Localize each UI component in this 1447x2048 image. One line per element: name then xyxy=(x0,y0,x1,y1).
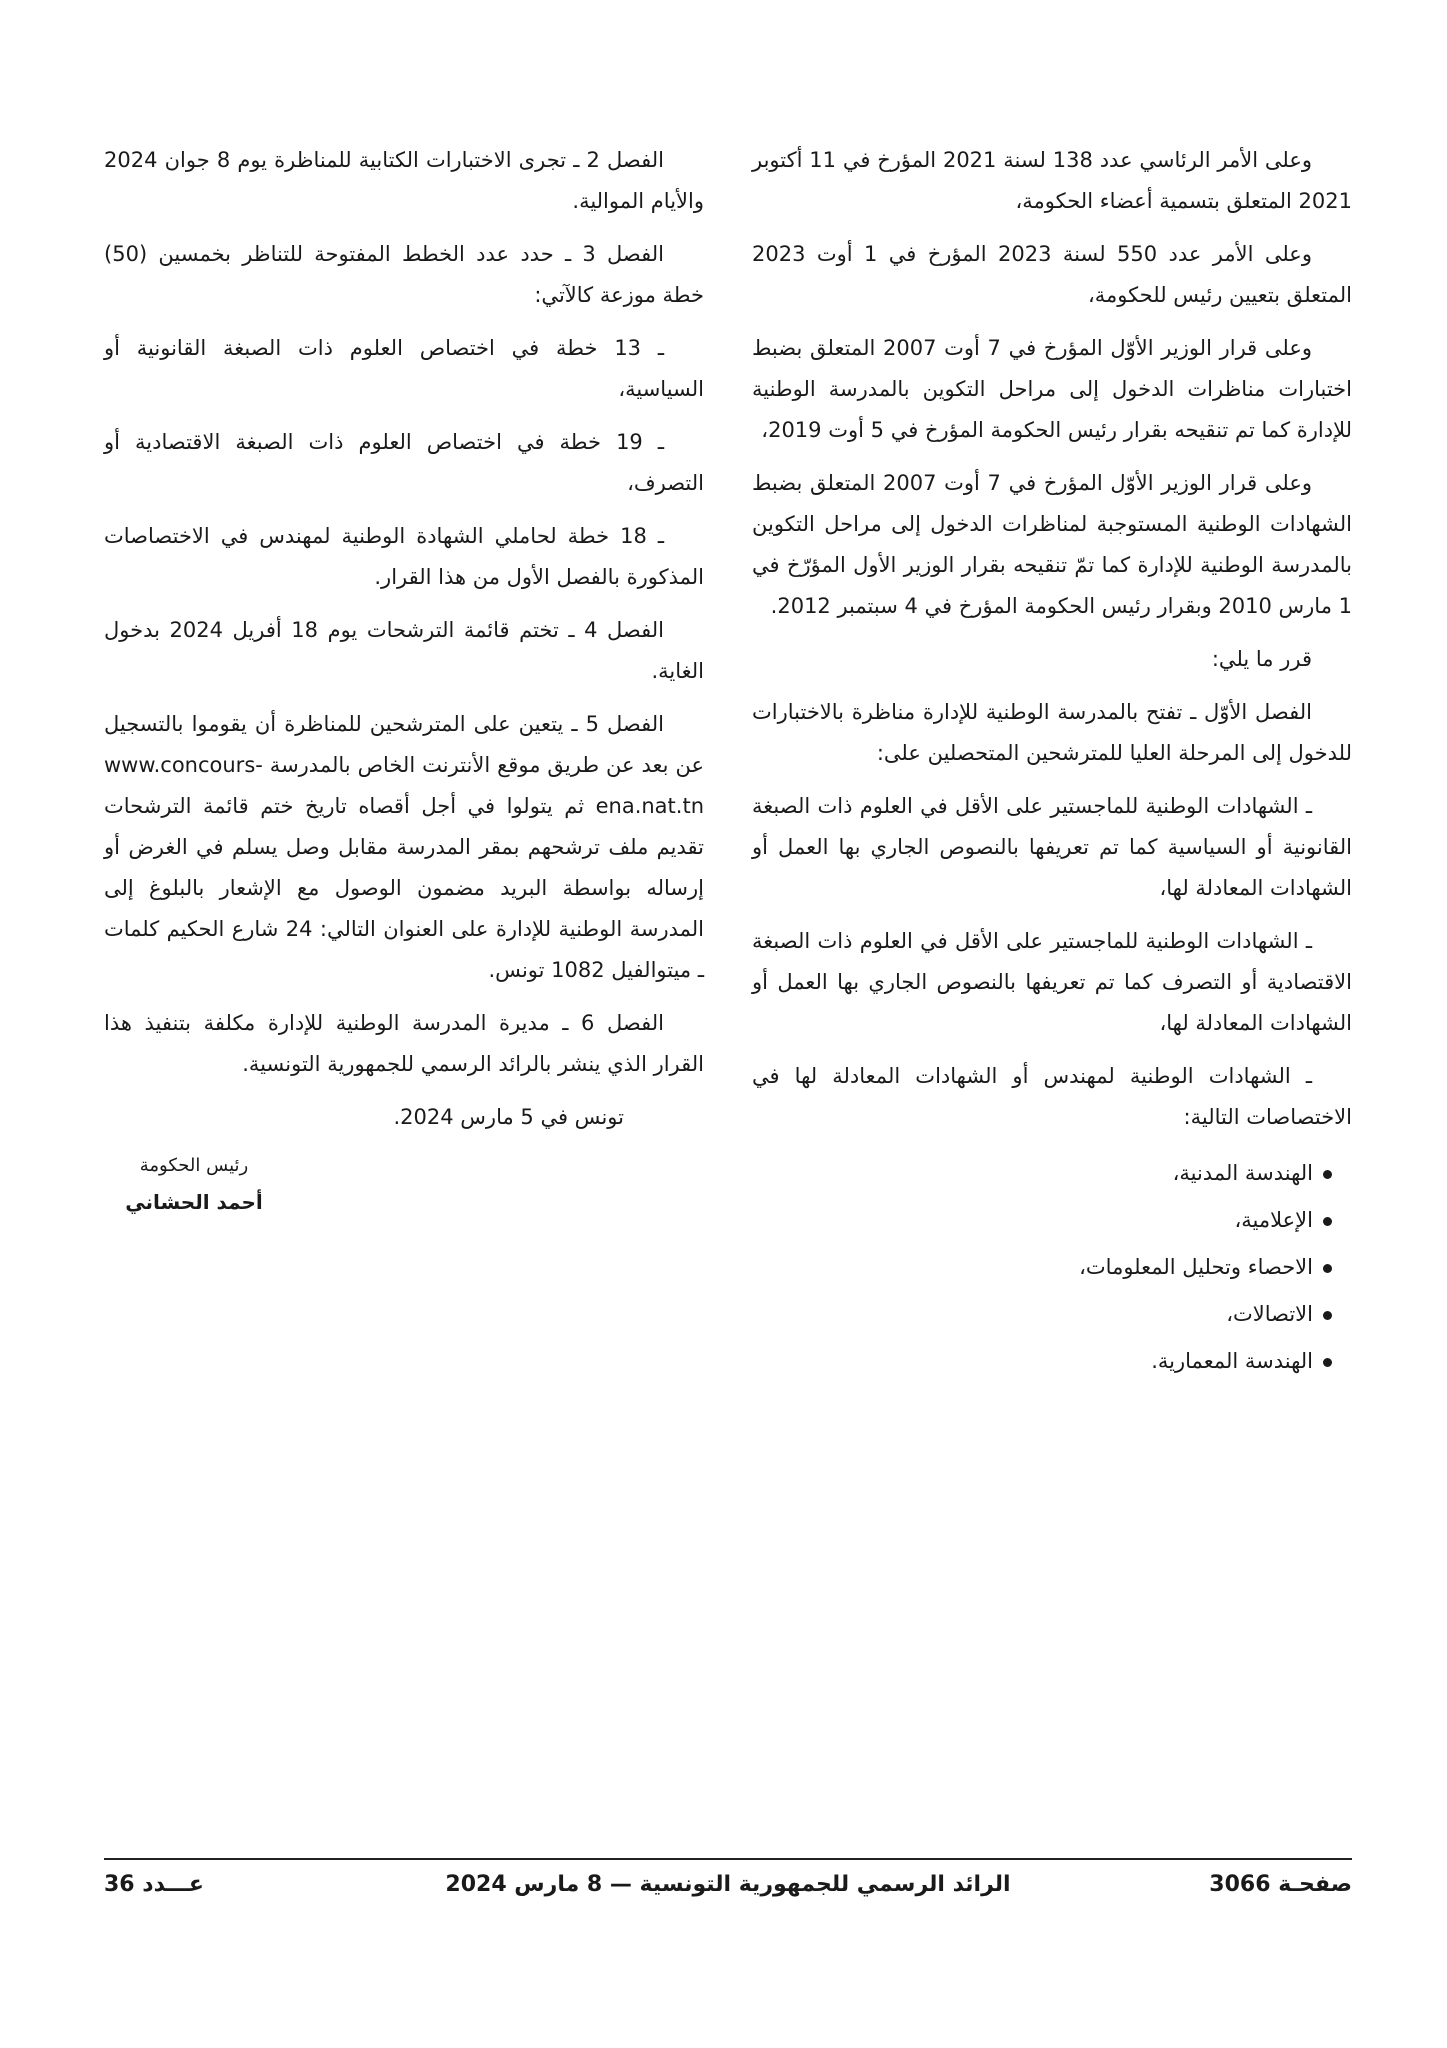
list-item: الاحصاء وتحليل المعلومات، xyxy=(752,1244,1332,1291)
list-item: الإعلامية، xyxy=(752,1197,1332,1244)
article-2: الفصل 2 ـ تجرى الاختبارات الكتابية للمناظرة يوم 8 جوان 2024 والأيام الموالية. xyxy=(104,148,704,213)
footer-divider xyxy=(104,1858,1352,1860)
date-line: تونس في 5 مارس 2024. xyxy=(393,1105,624,1129)
article-1: الفصل الأوّل ـ تفتح بالمدرسة الوطنية للإدارة مناظرة بالاختبارات للدخول إلى المرحلة العليا للمترشحين المتحصلين على: xyxy=(752,700,1352,765)
list-item: الهندسة المعمارية. xyxy=(752,1338,1332,1385)
recital-paragraph: وعلى قرار الوزير الأوّل المؤرخ في 7 أوت 2007 المتعلق بضبط الشهادات الوطنية المستوجبة لمناظرات الدخول إلى مراحل التكوين بالمدرسة الوطنية للإدارة كما تمّ تنقيحه بقرار الوزير الأول المؤرّخ في 1 مارس 2010 وبقرار رئيس الحكومة المؤرخ في 4 سبتمبر 2012. xyxy=(752,471,1352,618)
bullet-icon xyxy=(1323,1264,1332,1273)
bullet-icon xyxy=(1323,1311,1332,1320)
degree-item: ـ الشهادات الوطنية للماجستير على الأقل في العلوم ذات الصبغة القانونية أو السياسية كما تم تعريفها بالنصوص الجاري بها العمل أو الشهادات المعادلة لها، xyxy=(752,794,1352,900)
recital-paragraph: وعلى الأمر الرئاسي عدد 138 لسنة 2021 المؤرخ في 11 أكتوبر 2021 المتعلق بتسمية أعضاء الحكومة، xyxy=(752,148,1352,213)
left-column xyxy=(104,140,704,1222)
positions-item: ـ 18 خطة لحاملي الشهادة الوطنية لمهندس في الاختصاصات المذكورة بالفصل الأول من هذا القرار. xyxy=(104,524,704,589)
bullet-icon xyxy=(1323,1217,1332,1226)
issue-number: عـــدد 36 xyxy=(104,1872,204,1897)
page-footer xyxy=(104,1872,1352,1912)
page-number: صفحـة 3066 xyxy=(1209,1872,1352,1897)
article-4: الفصل 4 ـ تختم قائمة الترشحات يوم 18 أفريل 2024 بدخول الغاية. xyxy=(104,618,704,683)
degree-item: ـ الشهادات الوطنية للماجستير على الأقل في العلوم ذات الصبغة الاقتصادية أو التصرف كما تم تعريفها بالنصوص الجاري بها العمل أو الشهادات المعادلة لها، xyxy=(752,929,1352,1035)
bullet-icon xyxy=(1323,1358,1332,1367)
article-5: الفصل 5 ـ يتعين على المترشحين للمناظرة أن يقوموا بالتسجيل عن بعد عن طريق موقع الأنترنت الخاص بالمدرسة www.concours-ena.nat.tn ثم يتولوا في أجل أقصاه تاريخ ختم قائمة الترشحات تقديم ملف ترشحهم بمقر المدرسة مقابل وصل يسلم في الغرض أو إرساله بواسطة البريد مضمون الوصول مع الإشعار بالبلوغ إلى المدرسة الوطنية للإدارة على العنوان التالي: 24 شارع الحكيم كلمات ـ ميتوالفيل 1082 تونس. xyxy=(104,712,704,982)
degree-item: ـ الشهادات الوطنية لمهندس أو الشهادات المعادلة لها في الاختصاصات التالية: xyxy=(752,1064,1352,1129)
decision-heading: قرر ما يلي: xyxy=(1211,647,1312,671)
article-6: الفصل 6 ـ مديرة المدرسة الوطنية للإدارة مكلفة بتنفيذ هذا القرار الذي ينشر بالرائد الرسمي للجمهورية التونسية. xyxy=(104,1011,704,1076)
signature-title: رئيس الحكومة xyxy=(139,1155,249,1176)
list-item: الاتصالات، xyxy=(752,1291,1332,1338)
publication-title: الرائد الرسمي للجمهورية التونسية — 8 مارس 2024 xyxy=(445,1872,1011,1897)
signature-name: أحمد الحشاني xyxy=(125,1190,263,1214)
list-item: الهندسة المدنية، xyxy=(752,1150,1332,1197)
bullet-icon xyxy=(1323,1170,1332,1179)
recital-paragraph: وعلى قرار الوزير الأوّل المؤرخ في 7 أوت 2007 المتعلق بضبط اختبارات مناظرات الدخول إلى مراحل التكوين بالمدرسة الوطنية للإدارة كما تم تنقيحه بقرار رئيس الحكومة المؤرخ في 5 أوت 2019، xyxy=(752,336,1352,442)
recital-paragraph: وعلى الأمر عدد 550 لسنة 2023 المؤرخ في 1 أوت 2023 المتعلق بتعيين رئيس للحكومة، xyxy=(752,242,1352,307)
positions-item: ـ 13 خطة في اختصاص العلوم ذات الصبغة القانونية أو السياسية، xyxy=(104,336,704,401)
specialties-list xyxy=(752,1150,1352,1385)
article-3: الفصل 3 ـ حدد عدد الخطط المفتوحة للتناظر بخمسين (50) خطة موزعة كالآتي: xyxy=(104,242,704,307)
positions-item: ـ 19 خطة في اختصاص العلوم ذات الصبغة الاقتصادية أو التصرف، xyxy=(104,430,704,495)
right-column xyxy=(752,140,1352,1385)
